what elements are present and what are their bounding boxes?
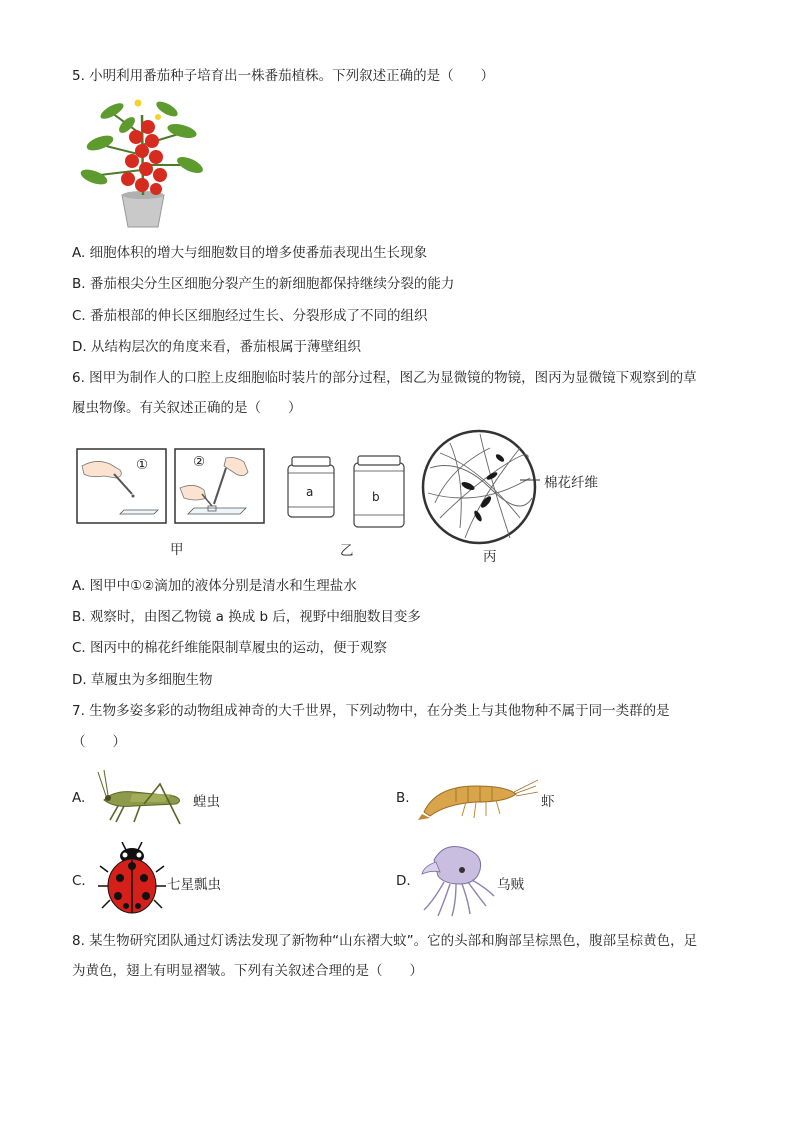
q7-option-a-letter: A. <box>72 790 86 806</box>
lens-b-label: b <box>372 490 380 504</box>
q6-option-a: A. 图甲中①②滴加的液体分别是清水和生理盐水 <box>72 578 357 594</box>
grasshopper-icon <box>94 770 190 828</box>
figure-jia-caption: 甲 <box>170 542 184 558</box>
tomato-plant-image <box>72 95 212 235</box>
q7-option-c-letter: C. <box>72 873 86 889</box>
q7-option-b-name: 虾 <box>541 794 555 810</box>
q7-stem-line1: 7. 生物多姿多彩的动物组成神奇的大千世界，下列动物中，在分类上与其他物种不属于同一类群的是 <box>72 703 670 719</box>
figure-jia-step2-label: ② <box>193 454 206 470</box>
q7-stem-line2: （ ） <box>72 734 126 750</box>
q7-option-d-letter: D. <box>396 873 411 889</box>
q6-option-d: D. 草履虫为多细胞生物 <box>72 672 213 688</box>
q6-option-b: B. 观察时，由图乙物镜 a 换成 b 后，视野中细胞数目变多 <box>72 609 421 625</box>
q7-option-c-name: 七星瓢虫 <box>167 877 221 893</box>
q6-stem-line2: 履虫物像。有关叙述正确的是（ ） <box>72 400 302 416</box>
q5-option-b: B. 番茄根尖分生区细胞分裂产生的新细胞都保持继续分裂的能力 <box>72 276 455 292</box>
q6-option-c: C. 图丙中的棉花纤维能限制草履虫的运动，便于观察 <box>72 640 388 656</box>
q5-option-a: A. 细胞体积的增大与细胞数目的增多使番茄表现出生长现象 <box>72 245 428 261</box>
q7-option-b-letter: B. <box>396 790 410 806</box>
q5-stem: 5. 小明利用番茄种子培育出一株番茄植株。下列叙述正确的是（ ） <box>72 68 495 84</box>
shrimp-icon <box>416 776 538 822</box>
cotton-fiber-label: 棉花纤维 <box>544 475 598 491</box>
figure-bing-caption: 丙 <box>483 549 497 565</box>
lens-a-label: a <box>306 485 314 499</box>
q5-option-c: C. 番茄根部的伸长区细胞经过生长、分裂形成了不同的组织 <box>72 308 428 324</box>
figure-yi-caption: 乙 <box>340 543 354 559</box>
q6-stem-line1: 6. 图甲为制作人的口腔上皮细胞临时装片的部分过程，图乙为显微镜的物镜，图丙为显微镜下观察到的草 <box>72 370 697 386</box>
q7-option-a-name: 蝗虫 <box>193 794 220 810</box>
ladybug-icon <box>98 842 166 916</box>
figure-yi-objective-lenses <box>284 455 414 531</box>
q8-stem-line1: 8. 某生物研究团队通过灯诱法发现了新物种“山东褶大蚊”。它的头部和胸部呈棕黑色，腹部呈棕黄色，足 <box>72 933 698 949</box>
figure-jia-step1-label: ① <box>136 457 149 473</box>
figure-bing-paramecium-view <box>420 428 540 546</box>
figure-jia-slide-prep <box>76 448 266 526</box>
q5-option-d: D. 从结构层次的角度来看，番茄根属于薄壁组织 <box>72 339 361 355</box>
squid-icon <box>414 840 496 918</box>
q7-option-d-name: 乌贼 <box>497 877 524 893</box>
q8-stem-line2: 为黄色，翅上有明显褶皱。下列有关叙述合理的是（ ） <box>72 963 423 979</box>
